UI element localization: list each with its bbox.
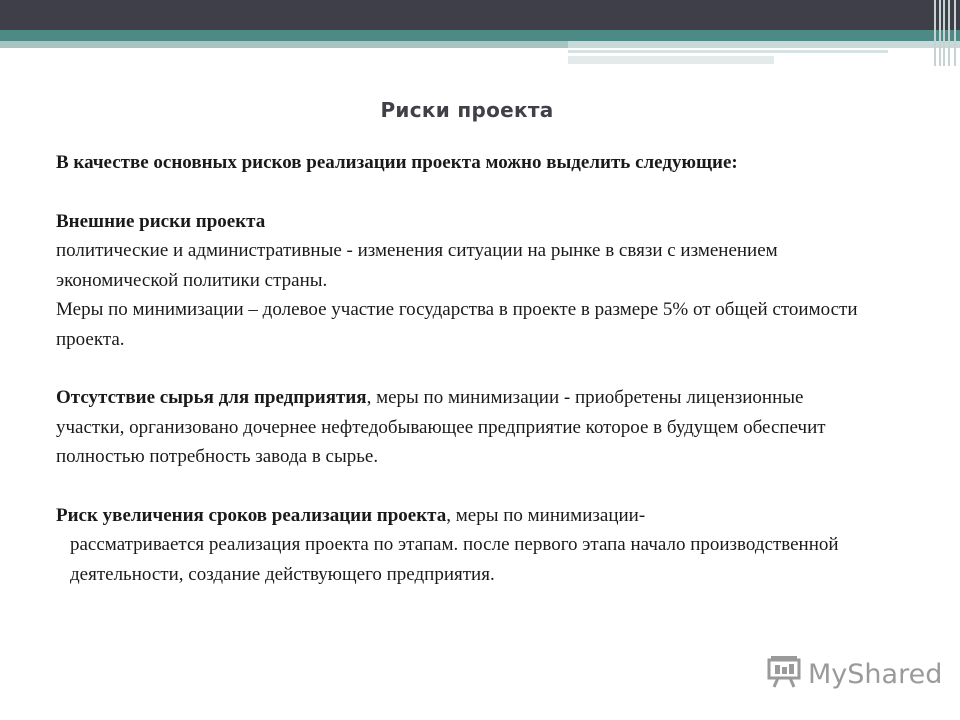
external-risks-mitigation: Меры по минимизации – долевое участие государства в проекте в размере 5% от общей стоимости проекта. [56, 299, 858, 350]
raw-material-text: , меры по минимизации - приобретены лицензионные участки, организовано дочернее нефтедобывающее предприятие которое в будущем обеспечит полностью потребность завода в сырье. [56, 387, 826, 467]
header-light-bar-right [568, 41, 960, 48]
watermark-text: MyShared [808, 658, 943, 690]
external-risks-text: политические и административные - изменения ситуации на рынке в связи с изменением экономической политики страны. [56, 240, 778, 291]
external-risks-heading: Внешние риски проекта [56, 210, 266, 232]
mysharred-watermark [766, 654, 942, 694]
header-teal-bar [0, 30, 960, 41]
delay-text-continued: рассматривается реализация проекта по этапам. после первого этапа начало производственной деятельности, создание действующего предприятия. [70, 534, 839, 585]
presentation-board-icon [766, 653, 802, 696]
intro-paragraph: В качестве основных рисков реализации проекта можно выделить следующие: [56, 152, 738, 173]
raw-material-heading: Отсутствие сырья для предприятия [56, 387, 367, 408]
slide-title: Риски проекта [380, 98, 554, 122]
header-light-bar-left [0, 41, 568, 48]
delay-heading: Риск увеличения сроков реализации проекта [56, 504, 447, 526]
delay-risk [56, 501, 876, 531]
raw-material-risk [56, 383, 876, 472]
slide-body [56, 148, 876, 589]
header-vertical-stripes [930, 0, 960, 66]
header-thin-line [568, 50, 888, 53]
header-dark-bar [0, 0, 960, 30]
header-short-line [568, 56, 774, 64]
delay-text: , меры по минимизации- [446, 504, 646, 526]
